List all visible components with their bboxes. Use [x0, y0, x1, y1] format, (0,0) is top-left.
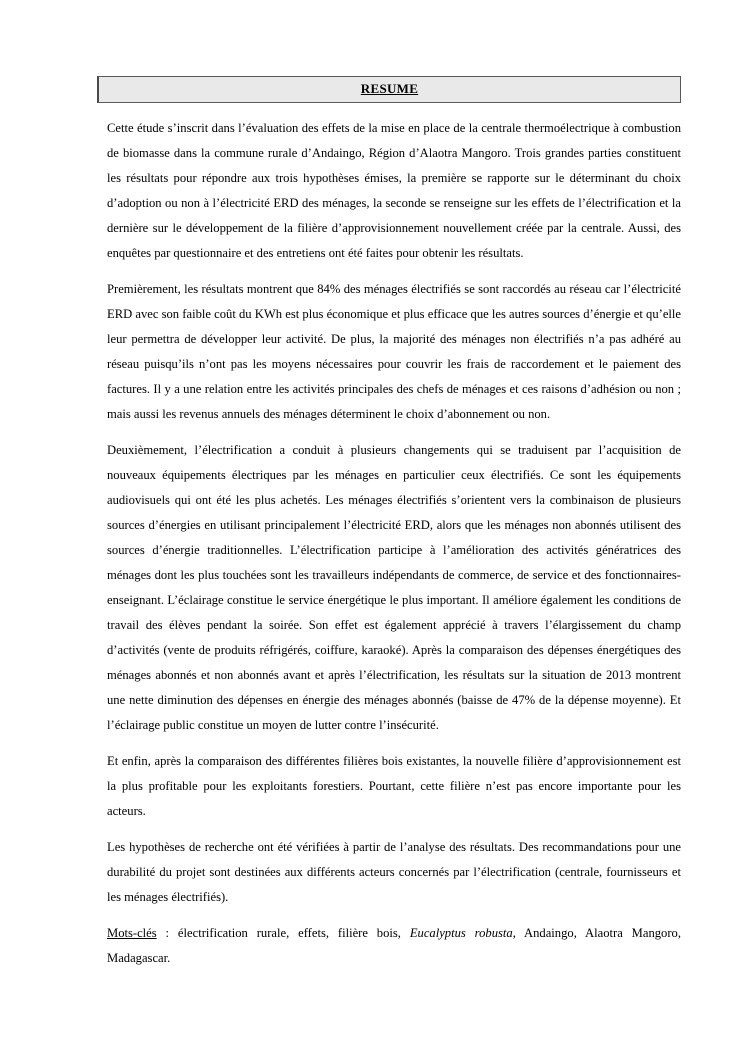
- keywords-text: : électrification rurale, effets, filière bois,: [156, 926, 410, 940]
- resume-header-box: [97, 76, 681, 103]
- page-title: RESUME: [360, 81, 419, 96]
- abstract-paragraph-first-result: Premièrement, les résultats montrent que 84% des ménages électrifiés se sont raccordés au réseau car l’électricité ERD avec son faible coût du KWh est plus économique et plus efficace que les autres sources d’énergie et qu’elle leur permettra de développer leur activité. De plus, la majorité des ménages non électrifiés n’a pas adhéré au réseau puisqu’ils n’ont pas les moyens nécessaires pour couvrir les frais de raccordement et le paiement des factures. Il y a une relation entre les activités principales des chefs de ménages et ces raisons d’adhésion ou non ; mais aussi les revenus annuels des ménages déterminent le choix d’abonnement ou non.: [107, 282, 681, 421]
- abstract-paragraph-third-result: Et enfin, après la comparaison des différentes filières bois existantes, la nouvelle filière d’approvisionnement est la plus profitable pour les exploitants forestiers. Pourtant, cette filière n’est pas encore importante pour les acteurs.: [107, 754, 681, 818]
- keywords-species-name: Eucalyptus robusta: [409, 926, 513, 940]
- keywords-label: Mots-clés: [107, 926, 157, 940]
- keywords-paragraph: [107, 921, 681, 971]
- keywords-text-tail: , Andaingo, Alaotra Mangoro, Madagascar.: [107, 926, 681, 965]
- abstract-paragraph-recommendations: Les hypothèses de recherche ont été vérifiées à partir de l’analyse des résultats. Des recommandations pour une durabilité du projet sont destinées aux différents acteurs concernés par l’électrification (centrale, fournisseurs et les ménages électrifiés).: [107, 840, 681, 904]
- abstract-content: [97, 76, 681, 971]
- abstract-paragraph-second-result: Deuxièmement, l’électrification a conduit à plusieurs changements qui se traduisent par l’acquisition de nouveaux équipements électriques par les ménages en particulier ceux électrifiés. Ce sont les équipements audiovisuels qui ont été les plus achetés. Les ménages électrifiés s’orientent vers la combinaison de plusieurs sources d’énergies en utilisant principalement l’électricité ERD, alors que les ménages non abonnés utilisent des sources d’énergie traditionnelles. L’électrification participe à l’amélioration des activités génératrices des ménages dont les plus touchées sont les travailleurs indépendants de commerce, de service et des fonctionnaires-enseignant. L’éclairage constitue le service énergétique le plus important. Il améliore également les conditions de travail des élèves pendant la soirée. Son effet est également apprécié à travers l’élargissement du champ d’activités (vente de produits réfrigérés, coiffure, karaoké). Après la comparaison des dépenses énergétiques des ménages abonnés et non abonnés avant et après l’électrification, les résultats sur la situation de 2013 montrent une nette diminution des dépenses en énergie des ménages abonnés (baisse de 47% de la dépense moyenne). Et l’éclairage public constitue un moyen de lutter contre l’insécurité.: [107, 443, 681, 732]
- abstract-paragraph-intro: Cette étude s’inscrit dans l’évaluation des effets de la mise en place de la centrale thermoélectrique à combustion de biomasse dans la commune rurale d’Andaingo, Région d’Alaotra Mangoro. Trois grandes parties constituent les résultats pour répondre aux trois hypothèses émises, la première se rapporte sur le déterminant du choix d’adoption ou non à l’électricité ERD des ménages, la seconde se renseigne sur les effets de l’électrification et la dernière sur le développement de la filière d’approvisionnement nouvellement créée par la centrale. Aussi, des enquêtes par questionnaire et des entretiens ont été faites pour obtenir les résultats.: [107, 121, 681, 260]
